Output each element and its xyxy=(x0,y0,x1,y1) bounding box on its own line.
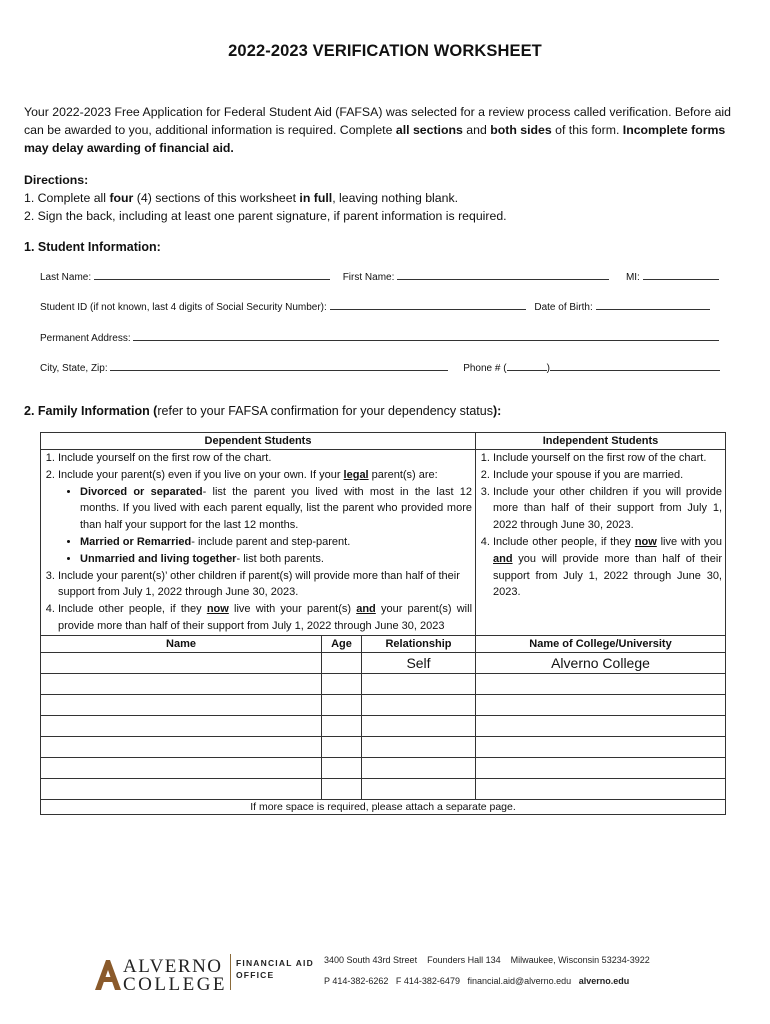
table-row xyxy=(41,757,726,778)
col-relationship-header: Relationship xyxy=(362,635,476,652)
intro-text-2: and xyxy=(462,123,491,137)
footer xyxy=(93,948,733,998)
logo-line-1: ALVERNO xyxy=(123,956,223,977)
directions-heading: Directions: xyxy=(24,173,89,187)
direction-item-1: 1. Complete all four (4) sections of this worksheet in full, leaving nothing blank. xyxy=(24,191,459,205)
section2-heading: 2. Family Information (refer to your FAFSA confirmation for your dependency status): xyxy=(24,404,502,418)
relationship-cell: Self xyxy=(362,652,476,673)
first-name-label: First Name: xyxy=(342,272,395,283)
footer-address-line: 3400 South 43rd Street Founders Hall 134 Milwaukee, Wisconsin 53234-3922 xyxy=(324,955,650,965)
table-footnote: If more space is required, please attach a separate page. xyxy=(41,799,726,814)
name-row xyxy=(40,270,719,283)
footer-divider xyxy=(230,954,231,990)
family-table xyxy=(40,432,726,815)
alverno-mark-icon xyxy=(93,958,123,992)
intro-bold-3: Incomplete forms may delay awarding of financial aid. xyxy=(24,123,726,155)
dependent-instructions: 1. Include yourself on the first row of the chart. 2. Include your parent(s) even if you live on your own. If your legal parent(s) are: • Divorced or separated- list the parent you lived with most in the last 12 months. If you lived with each parent equally, list the parent who provided more than half your support for the last 12 months. • Married or Remarried- include parent and step-parent. • Unmarried and living together- list both parents. 3. Include your parent(s)’ other children if parent(s) will provide more than half of their support from July 1, 2022 through June 30, 2023. 4. Include other people, if they now live with your parent(s) and your parent(s) will provide more than half of their support from July 1, 2022 through June 30, 2023 xyxy=(41,450,476,636)
intro-bold-1: all sections xyxy=(395,123,463,137)
logo-line-2: COLLEGE xyxy=(123,974,228,995)
name-cell[interactable] xyxy=(41,652,322,673)
email-link[interactable]: financial.aid@alverno.edu xyxy=(467,976,572,986)
col-college-header: Name of College/University xyxy=(476,635,726,652)
phone-label: Phone # ( xyxy=(463,363,507,374)
student-id-field[interactable] xyxy=(330,300,526,310)
college-cell: Alverno College xyxy=(476,652,726,673)
address-field[interactable] xyxy=(133,331,719,341)
phone-area-field[interactable] xyxy=(507,361,547,371)
table-row xyxy=(41,694,726,715)
city-label: City, State, Zip: xyxy=(40,363,108,374)
last-name-field[interactable] xyxy=(94,270,330,280)
city-phone-row: City, State, Zip: Phone # ( ) xyxy=(40,361,720,374)
section1-heading: 1. Student Information: xyxy=(24,240,161,254)
alverno-logo xyxy=(93,956,233,996)
intro-text-1: Your 2022-2023 Free Application for Federal Student Aid (FAFSA) was selected for a review process called verification. Before aid can be awarded to you, additional information is required. Complete xyxy=(24,105,731,137)
independent-header: Independent Students xyxy=(476,433,726,450)
first-name-field[interactable] xyxy=(397,270,609,280)
website-link[interactable]: alverno.edu xyxy=(578,976,630,986)
address-label: Permanent Address: xyxy=(40,333,131,344)
last-name-label: Last Name: xyxy=(40,272,92,283)
col-name-header: Name xyxy=(41,635,322,652)
city-field[interactable] xyxy=(110,361,448,371)
age-cell[interactable] xyxy=(322,652,362,673)
intro-bold-2: both sides xyxy=(490,123,552,137)
dob-label: Date of Birth: xyxy=(534,302,593,313)
col-age-header: Age xyxy=(322,635,362,652)
page-title: 2022-2023 VERIFICATION WORKSHEET xyxy=(228,42,542,60)
intro-paragraph xyxy=(24,103,736,157)
office-name: FINANCIAL AID OFFICE xyxy=(236,958,314,980)
dependent-header: Dependent Students xyxy=(41,433,476,450)
independent-instructions: 1. Include yourself on the first row of the chart. 2. Include your spouse if you are married. 3. Include your other children if you will provide more than half of their support from July 1, 2022 through June 30, 2023. 4. Include other people, if they now live with you and you will provide more than half of their support from July 1, 2022 through June 30, 2023. xyxy=(476,450,726,636)
directions xyxy=(24,171,736,225)
table-row xyxy=(41,715,726,736)
mi-label: MI: xyxy=(625,272,640,283)
intro-text-3: of this form. xyxy=(551,123,623,137)
direction-item-2: 2. Sign the back, including at least one parent signature, if parent information is required. xyxy=(24,209,507,223)
mi-field[interactable] xyxy=(643,270,719,280)
table-row xyxy=(41,778,726,799)
id-row xyxy=(40,300,710,313)
phone-number-field[interactable] xyxy=(550,361,720,371)
table-row xyxy=(41,652,726,673)
table-row xyxy=(41,736,726,757)
dob-field[interactable] xyxy=(596,300,710,310)
student-id-label: Student ID (if not known, last 4 digits of Social Security Number): xyxy=(40,302,327,313)
footer-contact-line: P 414-382-6262 F 414-382-6479 financial.aid@alverno.edu alverno.edu xyxy=(324,976,630,986)
table-row xyxy=(41,673,726,694)
address-row xyxy=(40,331,719,344)
